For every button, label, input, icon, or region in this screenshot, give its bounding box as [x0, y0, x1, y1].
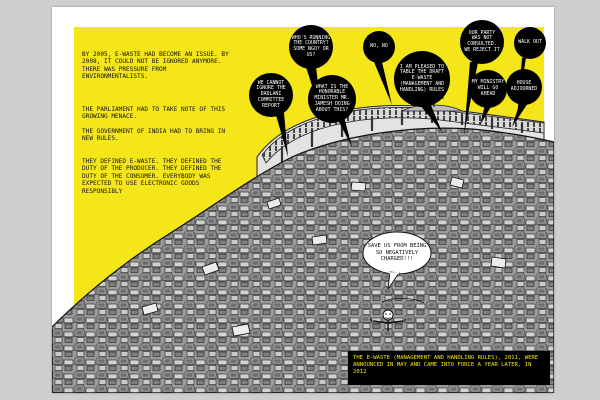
bubble-not-consulted: OUR PARTY WAS NOT CONSULTED. WE REJECT IT: [464, 29, 500, 53]
comic-page: [52, 7, 554, 393]
bubble-who-running: WHO'S RUNNING THE COUNTRY? SOME NGO? OR US?: [291, 34, 331, 58]
narration-paragraph-4: THEY DEFINED E-WASTE. THEY DEFINED THE DUTY OF THE PRODUCER. THEY DEFINED THE DUTY OF THE CONSUMER. EVERYBODY WAS EXPECTED TO USE ELECTRONIC GOODS RESPONSIBLY: [82, 158, 222, 195]
bubble-cannot-ignore: WE CANNOT IGNORE THE DADLANI COMMITTEE REPORT: [256, 79, 286, 109]
narration-paragraph-3: THE GOVERNMENT OF INDIA HAD TO BRING IN NEW RULES.: [82, 128, 226, 143]
bubble-walk-out: WALK OUT: [518, 39, 542, 46]
caption-box: THE E-WASTE (MANAGEMENT AND HANDLING RULES), 2011, WERE ANNOUNCED IN MAY AND CAME INTO FORCE A YEAR LATER, IN 2012: [348, 351, 550, 385]
narration-paragraph-2: THE PARLIAMENT HAD TO TAKE NOTE OF THIS GROWING MENACE.: [82, 106, 226, 121]
narration-paragraph-1: BY 2005, E-WASTE HAD BECOME AN ISSUE. BY 2008, IT COULD NOT BE IGNORED ANYMORE. THERE WAS PRESSURE FROM ENVIRONMENTALISTS.: [82, 51, 229, 81]
bubble-adjourned: HOUSE ADJOURNED: [510, 80, 538, 92]
bubble-ministry: MY MINISTRY WILL GO AHEAD: [471, 79, 505, 97]
bubble-minister: WHAT IS THE HONORABLE MINISTER MR. JAMESH DOING ABOUT THIS?: [314, 83, 350, 113]
buried-person-icon: [370, 307, 406, 337]
speech-victim: SAVE US FROM BEING SO NEGATIVELY CHARGED!!!: [367, 243, 427, 263]
bubble-pleased: I AM PLEASED TO TABLE THE DRAFT E-WASTE (MANAGEMENT AND HANDLING) RULES: [399, 63, 445, 93]
bubble-no-no: NO, NO: [370, 43, 388, 50]
